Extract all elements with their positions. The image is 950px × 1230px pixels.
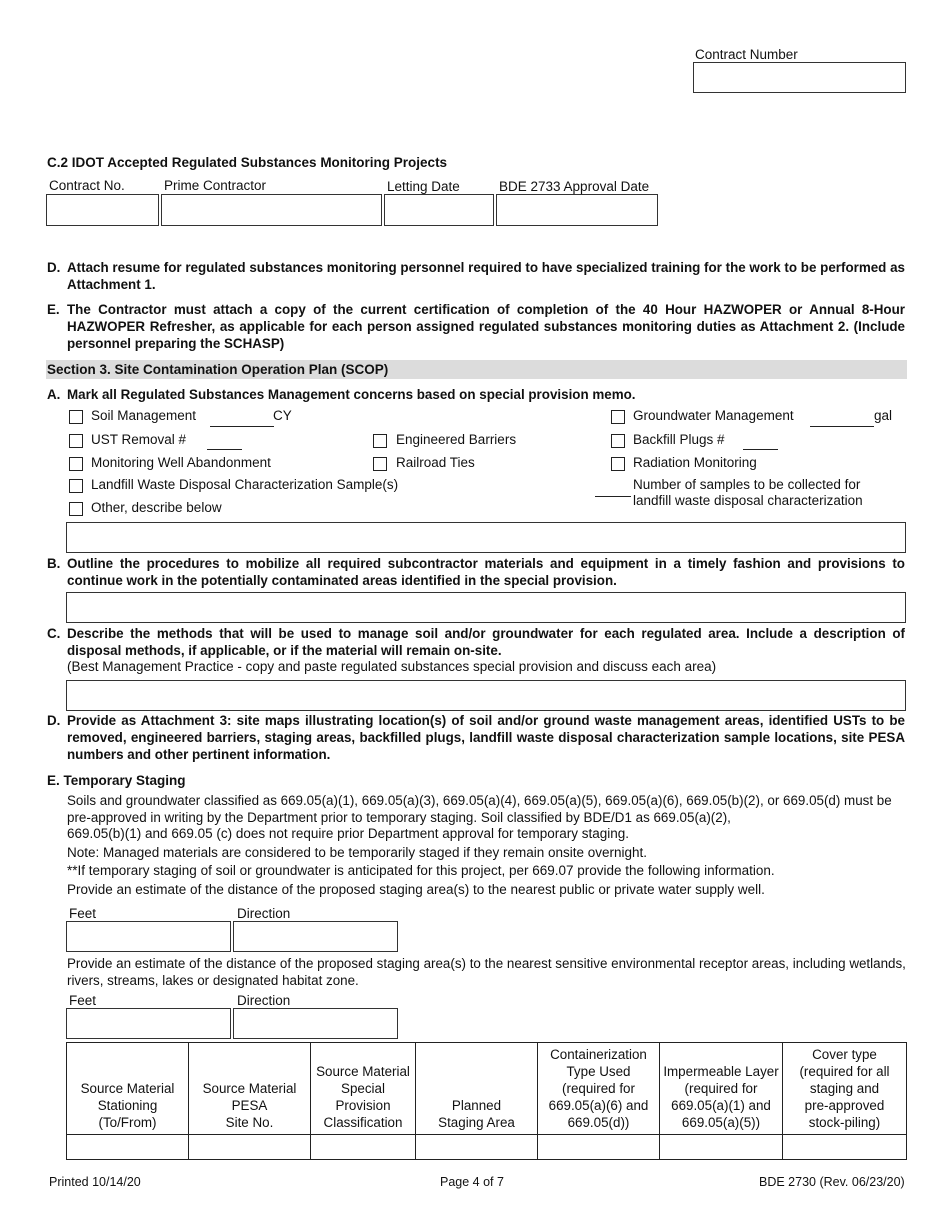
col-impermeable-l2: (required for: [684, 1081, 758, 1096]
water-supply-direction-field[interactable]: [233, 921, 398, 952]
c2-approval-date-field[interactable]: [496, 194, 658, 226]
c2-title: C.2 IDOT Accepted Regulated Substances Monitoring Projects: [47, 155, 448, 170]
col-containerization-l3: (required for: [562, 1081, 635, 1096]
item-c-letter: C.: [47, 626, 61, 641]
section3-item-b: [47, 556, 905, 590]
col-classification-l3: Provision: [335, 1098, 391, 1113]
col-staging-area: [416, 1043, 538, 1135]
contract-number-field[interactable]: [693, 62, 906, 93]
section3-item-c: [47, 626, 905, 660]
receptor-feet-field[interactable]: [66, 1008, 231, 1039]
staging-if-note: **If temporary staging of soil or groundwater is anticipated for this project, per 669.07 provide the following information.: [67, 863, 775, 878]
col-containerization-l5: 669.05(d)): [567, 1115, 630, 1130]
cell-stationing[interactable]: [67, 1135, 189, 1160]
groundwater-label: Groundwater Management: [633, 408, 794, 423]
backfill-plugs-checkbox[interactable]: [611, 434, 625, 448]
receptor-direction-label: Direction: [237, 993, 291, 1008]
soil-unit-label: CY: [273, 408, 292, 423]
water-supply-question: Provide an estimate of the distance of the proposed staging area(s) to the nearest public or private water supply well.: [67, 882, 765, 897]
col-stationing-l1: Source Material: [80, 1081, 175, 1096]
item-b-letter: B.: [47, 556, 61, 571]
table-row: [67, 1135, 907, 1160]
receptor-question: Provide an estimate of the distance of the proposed staging area(s) to the nearest sensitive environmental receptor areas, including wetlands, rivers, streams, lakes or designated habitat zone.: [67, 956, 906, 988]
section3-header: [46, 360, 907, 379]
col-pesa: [189, 1043, 311, 1135]
engineered-barriers-checkbox[interactable]: [373, 434, 387, 448]
col-impermeable-l4: 669.05(a)(5)): [681, 1115, 761, 1130]
col-cover-l2: (required for all: [799, 1064, 890, 1079]
c2-contract-no-field[interactable]: [46, 194, 159, 226]
c2-col-bde2733-date: BDE 2733 Approval Date: [499, 179, 650, 194]
item-a-letter: A.: [47, 387, 61, 402]
samples-label-line1: Number of samples to be collected for: [633, 477, 861, 492]
col-staging-area-l2: Staging Area: [438, 1115, 515, 1130]
col-staging-area-l1: Planned: [451, 1098, 502, 1113]
cell-cover-type[interactable]: [783, 1135, 907, 1160]
col-classification-l1: Source Material: [316, 1064, 410, 1079]
staging-table: [66, 1042, 907, 1160]
section3-item-a: [47, 387, 905, 404]
col-cover-type: [783, 1043, 907, 1135]
receptor-direction-field[interactable]: [233, 1008, 398, 1039]
col-classification: [311, 1043, 416, 1135]
samples-count-field[interactable]: [595, 496, 631, 497]
radiation-label: Radiation Monitoring: [633, 455, 757, 470]
cell-containerization[interactable]: [538, 1135, 660, 1160]
cell-impermeable-layer[interactable]: [660, 1135, 783, 1160]
railroad-ties-label: Railroad Ties: [396, 455, 475, 470]
soil-management-qty-field[interactable]: [210, 426, 274, 427]
backfill-plugs-label: Backfill Plugs #: [633, 432, 725, 447]
groundwater-qty-field[interactable]: [810, 426, 874, 427]
engineered-barriers-label: Engineered Barriers: [396, 432, 517, 447]
col-cover-l4: pre-approved: [804, 1098, 885, 1113]
col-cover-l5: stock-piling): [808, 1115, 881, 1130]
item-e-hazwoper: [47, 302, 905, 352]
item-b-text: Outline the procedures to mobilize all required subcontractor materials and equipment in a timely fashion and provisions to continue work in the potentially contaminated areas identified in the special provision.: [67, 556, 905, 588]
ust-removal-label: UST Removal #: [91, 432, 187, 447]
monitoring-well-label: Monitoring Well Abandonment: [91, 455, 271, 470]
col-stationing: [67, 1043, 189, 1135]
staging-paragraph-1: Soils and groundwater classified as 669.05(a)(1), 669.05(a)(3), 669.05(a)(4), 669.05(a)(5), 669.05(a)(6), 669.05(b)(2), or 669.05(d) must be pre-approved in writing by the Department prior to temporary staging. Soil classified by BDE/D1 as 669.05(a)(2),: [67, 793, 892, 825]
landfill-checkbox[interactable]: [69, 479, 83, 493]
c2-col-prime-contractor: Prime Contractor: [164, 178, 267, 193]
c2-col-letting-date: Letting Date: [387, 179, 460, 194]
cell-pesa[interactable]: [189, 1135, 311, 1160]
water-supply-direction-label: Direction: [237, 906, 291, 921]
c2-col-contract-no: Contract No.: [49, 178, 125, 193]
soil-groundwater-methods-field[interactable]: [66, 680, 906, 711]
staging-table-header: [67, 1043, 907, 1135]
col-containerization: [538, 1043, 660, 1135]
col-cover-l1: Cover type: [812, 1047, 877, 1062]
col-classification-l2: Special: [341, 1081, 385, 1096]
item-d3-text: Provide as Attachment 3: site maps illustrating location(s) of soil and/or ground waste management areas, identified USTs to be removed, engineered barriers, staging areas, backfilled plugs, landfill waste disposal characterization sample locations, site PESA numbers and other pertinent information.: [67, 713, 905, 762]
cell-classification[interactable]: [311, 1135, 416, 1160]
col-pesa-l1: Source Material: [202, 1081, 297, 1096]
monitoring-well-checkbox[interactable]: [69, 457, 83, 471]
landfill-label: Landfill Waste Disposal Characterization Sample(s): [91, 477, 399, 492]
cell-staging-area[interactable]: [416, 1135, 538, 1160]
other-label: Other, describe below: [91, 500, 222, 515]
soil-management-label: Soil Management: [91, 408, 197, 423]
ust-removal-checkbox[interactable]: [69, 434, 83, 448]
staging-paragraph-1b: 669.05(b)(1) and 669.05 (c) does not require prior Department approval for temporary staging.: [67, 826, 630, 841]
contract-number-label: Contract Number: [695, 47, 798, 62]
temporary-staging-title: E. Temporary Staging: [47, 773, 186, 788]
groundwater-unit-label: gal: [874, 408, 893, 423]
water-supply-feet-field[interactable]: [66, 921, 231, 952]
col-impermeable-layer: [660, 1043, 783, 1135]
item-e-text: The Contractor must attach a copy of the current certification of completion of the 40 Hour HAZWOPER or Annual 8-Hour HAZWOPER Refresher, as applicable for each person assigned regulated substances monitoring duties as Attachment 2. (Include personnel preparing the SCHASP): [67, 302, 905, 351]
item-c-note: (Best Management Practice - copy and paste regulated substances special provision and discuss each area): [67, 659, 717, 674]
backfill-plugs-count-field[interactable]: [743, 449, 778, 450]
samples-label-line2: landfill waste disposal characterization: [633, 493, 863, 508]
water-supply-feet-label: Feet: [69, 906, 97, 921]
footer-printed-date: Printed 10/14/20: [49, 1175, 141, 1189]
footer-form-number: BDE 2730 (Rev. 06/23/20): [759, 1175, 905, 1189]
col-containerization-l2: Type Used: [566, 1064, 631, 1079]
col-cover-l3: staging and: [809, 1081, 880, 1096]
other-checkbox[interactable]: [69, 502, 83, 516]
footer-page-number: Page 4 of 7: [440, 1175, 504, 1189]
item-d-attach-resume: [47, 260, 905, 294]
col-pesa-l3: Site No.: [225, 1115, 274, 1130]
soil-management-checkbox[interactable]: [69, 410, 83, 424]
col-impermeable-l3: 669.05(a)(1) and: [671, 1098, 771, 1113]
mobilization-procedures-field[interactable]: [66, 592, 906, 623]
col-classification-l4: Classification: [323, 1115, 403, 1130]
col-pesa-l2: PESA: [231, 1098, 268, 1113]
item-a-text: Mark all Regulated Substances Management concerns based on special provision memo.: [67, 387, 636, 402]
item-d-letter: D.: [47, 260, 61, 275]
item-d3-letter: D.: [47, 713, 61, 728]
col-containerization-l1: Containerization: [550, 1047, 647, 1062]
c2-prime-contractor-field[interactable]: [161, 194, 382, 226]
item-d-text: Attach resume for regulated substances monitoring personnel required to have specialized training for the work to be performed as Attachment 1.: [67, 260, 905, 292]
col-stationing-l3: (To/From): [98, 1115, 157, 1130]
other-description-field[interactable]: [66, 522, 906, 553]
section3-title: Section 3. Site Contamination Operation Plan (SCOP): [47, 362, 389, 377]
railroad-ties-checkbox[interactable]: [373, 457, 387, 471]
ust-removal-count-field[interactable]: [207, 449, 242, 450]
receptor-feet-label: Feet: [69, 993, 97, 1008]
radiation-checkbox[interactable]: [611, 457, 625, 471]
col-containerization-l4: 669.05(a)(6) and: [548, 1098, 649, 1113]
c2-letting-date-field[interactable]: [384, 194, 494, 226]
groundwater-checkbox[interactable]: [611, 410, 625, 424]
item-c-text: Describe the methods that will be used to manage soil and/or groundwater for each regulated area. Include a description of disposal methods, if applicable, or if the material will remain on-site.: [67, 626, 905, 658]
col-impermeable-l1: Impermeable Layer: [663, 1064, 779, 1079]
staging-note: Note: Managed materials are considered to be temporarily staged if they remain onsite overnight.: [67, 845, 648, 860]
col-stationing-l2: Stationing: [97, 1098, 158, 1113]
item-e-letter: E.: [47, 302, 60, 317]
section3-item-d: [47, 713, 905, 763]
